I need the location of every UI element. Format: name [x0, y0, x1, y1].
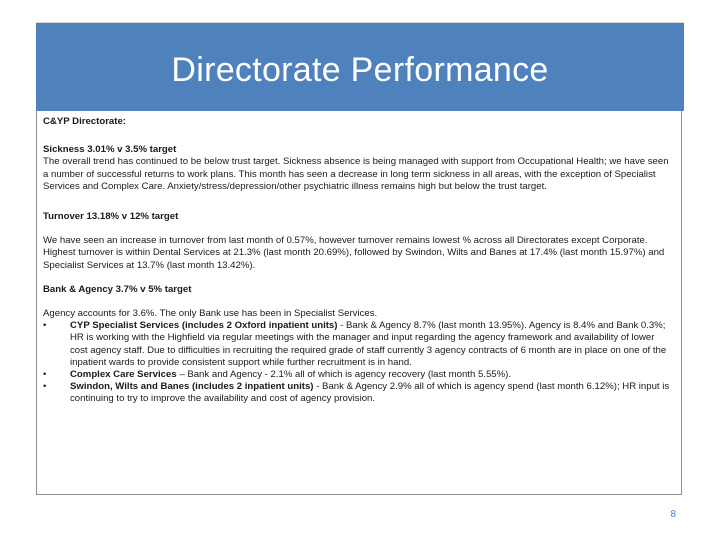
bullet-icon: •: [43, 369, 47, 381]
bullet-icon: •: [43, 320, 47, 332]
bank-agency-intro: Agency accounts for 3.6%. The only Bank use has been in Specialist Services.: [43, 308, 378, 320]
turnover-text: We have seen an increase in turnover from last month of 0.57%, however turnover remains lowest % across all Directorates except Corporate. Highest turnover is within Dental Services at 21.3% (last month 20.69%), followed by Swindon, Wilts and Banes at 17.4% (last month 15.97%) and Specialist Services at 13.7% (last month 13.42%).: [43, 235, 665, 271]
bullet-title: Swindon, Wilts and Banes (includes 2 inpatient units): [70, 381, 314, 393]
content-box: [36, 110, 682, 495]
page-number: 8: [670, 509, 676, 520]
slide-header: [36, 22, 684, 111]
directorate-heading: C&YP Directorate:: [43, 116, 126, 127]
bank-agency-heading: Bank & Agency 3.7% v 5% target: [43, 283, 192, 295]
bullet-text: - Bank & Agency 2.9% all of which is agency spend (last month 6.12%); HR input is continuing to try to improve the availability and cost of agency provision.: [70, 381, 670, 405]
bullet-title: CYP Specialist Services (includes 2 Oxford inpatient units): [70, 320, 338, 332]
bullet-text: - Bank & Agency 8.7% (last month 13.95%). Agency is 8.4% and Bank 0.3%; HR is working with the Highfield via regular meetings with the manager and input regarding the agency framework and availability of lower cost agency staff. Due to difficulties in recruiting the required grade of staff currently 3 agency contracts of 6 month are in place on one of the inpatient wards to provide consistent support while further recruitment is in hand.: [70, 320, 667, 368]
bank-agency-list: [43, 320, 671, 405]
list-item-swindon-wilts-banes: [43, 381, 671, 405]
bullet-title: Complex Care Services: [70, 369, 177, 381]
sickness-heading: Sickness 3.01% v 3.5% target: [43, 144, 177, 156]
turnover-heading: Turnover 13.18% v 12% target: [43, 211, 179, 223]
list-item-complex-care: [43, 369, 671, 381]
bullet-text: – Bank and Agency - 2.1% all of which is agency recovery (last month 5.55%).: [176, 369, 512, 381]
slide-title: Directorate Performance: [171, 50, 549, 89]
bullet-icon: •: [43, 381, 47, 393]
list-item-cyp-specialist: [43, 320, 671, 369]
sickness-text: The overall trend has continued to be below trust target. Sickness absence is being managed with support from Occupational Health; we have seen a number of successful returns to work plans. This month has seen a decrease in long term sickness in all areas, with the exception of Specialist Services and Complex Care. Anxiety/stress/depression/other psychiatric illness remains high but below the trust target.: [43, 156, 669, 192]
